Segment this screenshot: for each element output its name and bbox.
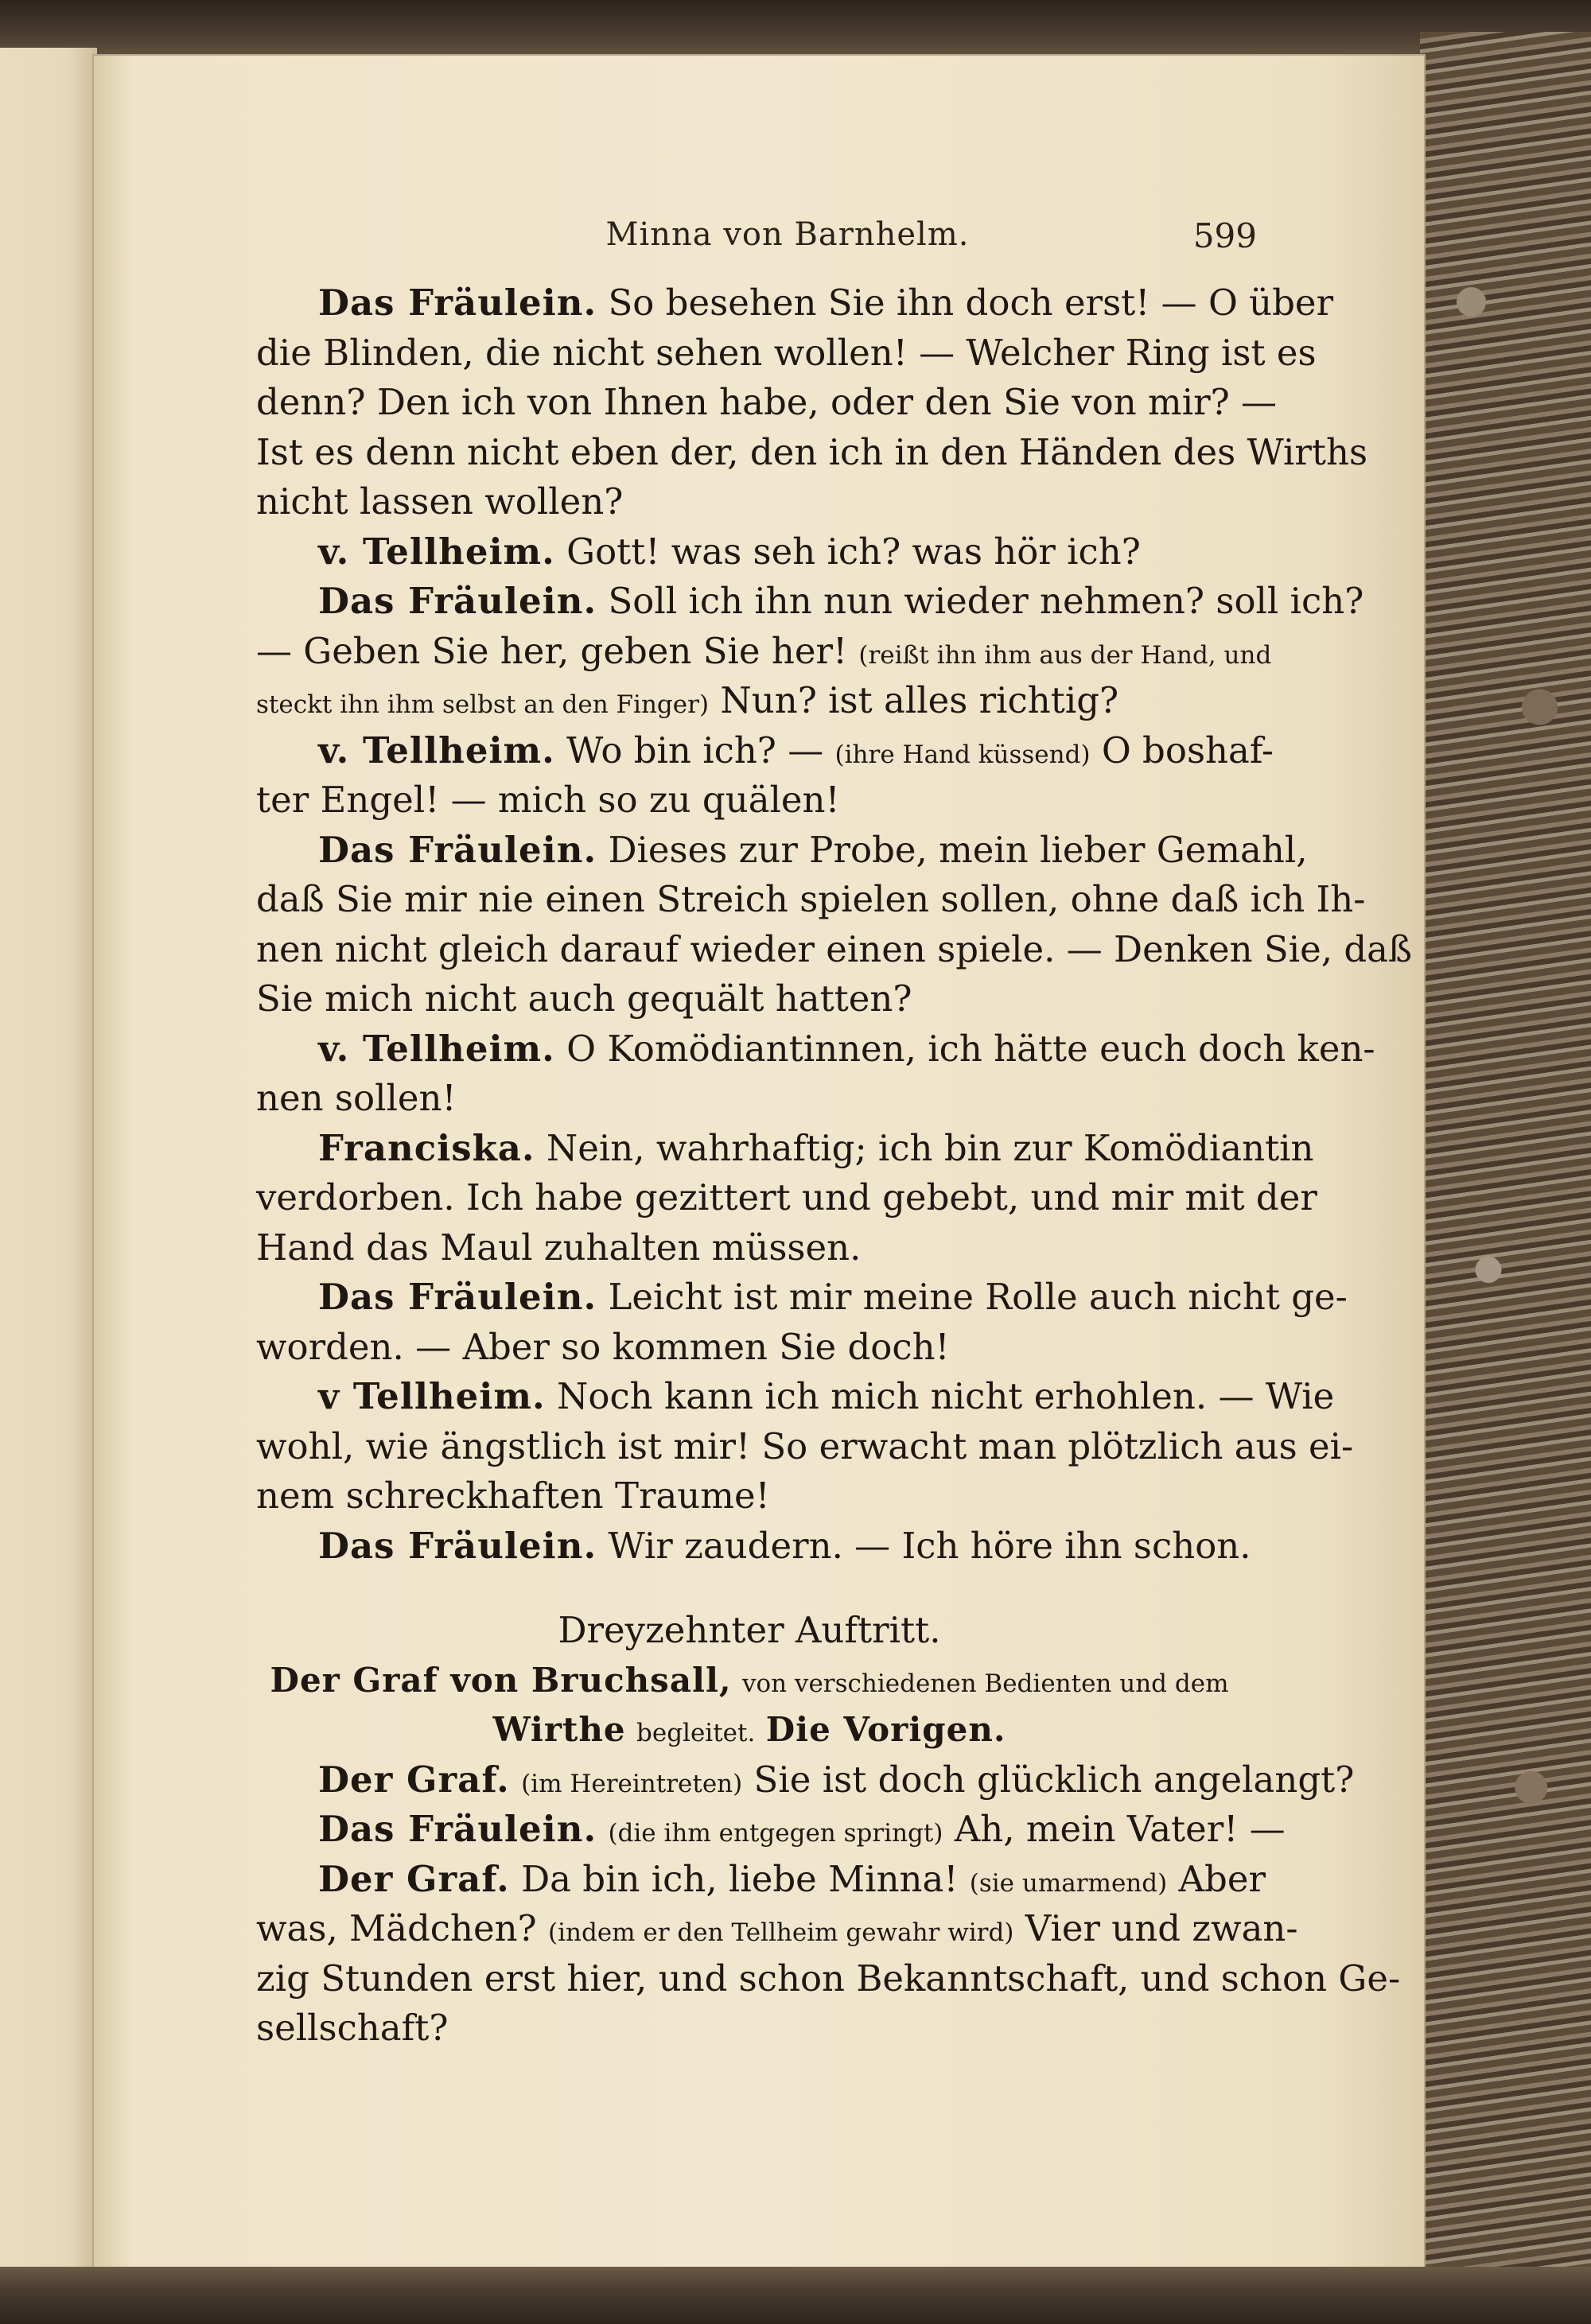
text-line [256, 527, 1243, 577]
line-text: Wir zaudern. — Ich höre ihn schon. [608, 1524, 1251, 1567]
text-line [256, 1124, 1314, 1174]
line-text: Gott! was seh ich? was hör ich? [566, 530, 1141, 573]
facing-page-edge [0, 48, 99, 2275]
text-line [256, 826, 1308, 876]
text-line [256, 1273, 1348, 1323]
text-line: Sie mich nicht auch gequält hatten? [256, 977, 912, 1020]
text-line: denn? Den ich von Ihnen habe, oder den Sie von mir? — [256, 381, 1278, 423]
text-line: ter Engel! — mich so zu quälen! [256, 779, 840, 821]
line-text: Da bin ich, liebe Minna! [521, 1857, 959, 1900]
text-line: nen nicht gleich darauf wieder einen spiele. — Denken Sie, daß [256, 927, 1413, 970]
text-line: daß Sie mir nie einen Streich spielen sollen, ohne daß ich Ih- [256, 878, 1366, 920]
line-text: O Komödiantinnen, ich hätte euch doch ken- [566, 1027, 1375, 1070]
text-line: nem schreckhaften Traume! [256, 1475, 770, 1517]
text-line: die Blinden, die nicht sehen wollen! — Welcher Ring ist es [256, 331, 1317, 374]
text-line: nicht lassen wollen? [256, 480, 624, 523]
text-line [256, 1755, 1355, 1805]
text-line [256, 1904, 1298, 1954]
speaker-name: Das Fräulein. [318, 580, 597, 622]
text-line [256, 1521, 1251, 1572]
stage-direction: steckt ihn ihm selbst an den Finger) [256, 690, 710, 719]
line-text: Aber [1178, 1857, 1266, 1900]
line-text: O boshaf- [1101, 729, 1274, 771]
book-bottom-edge [0, 2267, 1591, 2324]
speaker-name: v. Tellheim. [318, 1027, 555, 1070]
speaker-name: Franciska. [318, 1126, 535, 1169]
line-text: was, Mädchen? [256, 1907, 537, 1949]
speaker-name: Der Graf. [318, 1758, 510, 1801]
body-text [256, 278, 1413, 2054]
speaker-name: Der Graf. [318, 1857, 510, 1900]
speaker-name: v. Tellheim. [318, 530, 555, 573]
speaker-name: v Tellheim. [318, 1375, 546, 1417]
text-line [256, 577, 1364, 627]
text-line: Hand das Maul zuhalten müssen. [256, 1226, 862, 1269]
line-text: Soll ich ihn nun wieder nehmen? soll ich? [608, 580, 1364, 622]
character-name: Der Graf von Bruchsall, [270, 1660, 732, 1700]
line-text: Ah, mein Vater! — [954, 1808, 1286, 1850]
speaker-name: Das Fräulein. [318, 282, 597, 324]
scene-cast [256, 1705, 1243, 1755]
text-line [256, 726, 1274, 776]
text-line [256, 1805, 1286, 1855]
speaker-name: Das Fräulein. [318, 1808, 597, 1850]
text-line: wohl, wie ängstlich ist mir! So erwacht man plötzlich aus ei- [256, 1424, 1354, 1467]
stage-direction: (sie umarmend) [969, 1868, 1168, 1898]
speaker-name: Das Fräulein. [318, 828, 597, 871]
stage-direction: (die ihm entgegen springt) [608, 1819, 943, 1848]
speaker-name: v. Tellheim. [318, 729, 555, 771]
text-line: verdorben. Ich habe gezittert und gebebt, und mir mit der [256, 1176, 1317, 1218]
line-text: Leicht ist mir meine Rolle auch nicht ge- [608, 1276, 1348, 1318]
cast-note: begleitet. [636, 1719, 756, 1747]
cast-note: von verschiedenen Bedienten und dem [741, 1669, 1229, 1698]
line-text: Wo bin ich? — [566, 729, 824, 771]
speaker-name: Das Fräulein. [318, 1276, 597, 1318]
line-text: Sie ist doch glücklich angelangt? [753, 1758, 1355, 1801]
scene-cast [256, 1656, 1243, 1706]
page-header [223, 216, 1257, 264]
stage-direction: (reißt ihn ihm aus der Hand, und [858, 640, 1272, 670]
line-text: — Geben Sie her, geben Sie her! [256, 629, 848, 672]
text-line [256, 627, 1272, 677]
line-text: Nun? ist alles richtig? [720, 679, 1119, 721]
line-text: Vier und zwan- [1025, 1907, 1298, 1949]
page-number: 599 [1192, 216, 1257, 255]
scene-title: Dreyzehnter Auftritt. [558, 1609, 941, 1651]
speaker-name: Das Fräulein. [318, 1524, 597, 1567]
text-line: worden. — Aber so kommen Sie doch! [256, 1325, 950, 1368]
character-name: Die Vorigen. [765, 1710, 1006, 1749]
stage-direction: (indem er den Tellheim gewahr wird) [548, 1918, 1014, 1947]
line-text: Nein, wahrhaftig; ich bin zur Komödiantin [546, 1126, 1314, 1169]
text-line [256, 1855, 1266, 1905]
text-line: nen sollen! [256, 1077, 457, 1119]
stage-direction: (ihre Hand küssend) [834, 740, 1091, 769]
spacer [256, 1571, 1243, 1588]
running-title: Minna von Barnhelm. [605, 216, 970, 253]
text-line [256, 676, 1243, 726]
line-text: Noch kann ich mich nicht erhohlen. — Wie [557, 1375, 1335, 1417]
text-line [256, 1372, 1335, 1422]
marbled-endpaper [1420, 32, 1591, 2283]
stage-direction: (im Hereintreten) [521, 1769, 743, 1798]
text-line [256, 1024, 1375, 1075]
book-top-edge [0, 0, 1591, 64]
text-line [256, 278, 1334, 328]
text-line: sellschaft? [256, 2007, 449, 2049]
text-line: zig Stunden erst hier, und schon Bekanntschaft, und schon Ge- [256, 1957, 1401, 1999]
text-line: Ist es denn nicht eben der, den ich in den Händen des Wirths [256, 430, 1368, 473]
line-text: So besehen Sie ihn doch erst! — O über [608, 282, 1334, 324]
character-name: Wirthe [492, 1710, 626, 1749]
line-text: Dieses zur Probe, mein lieber Gemahl, [608, 828, 1308, 871]
